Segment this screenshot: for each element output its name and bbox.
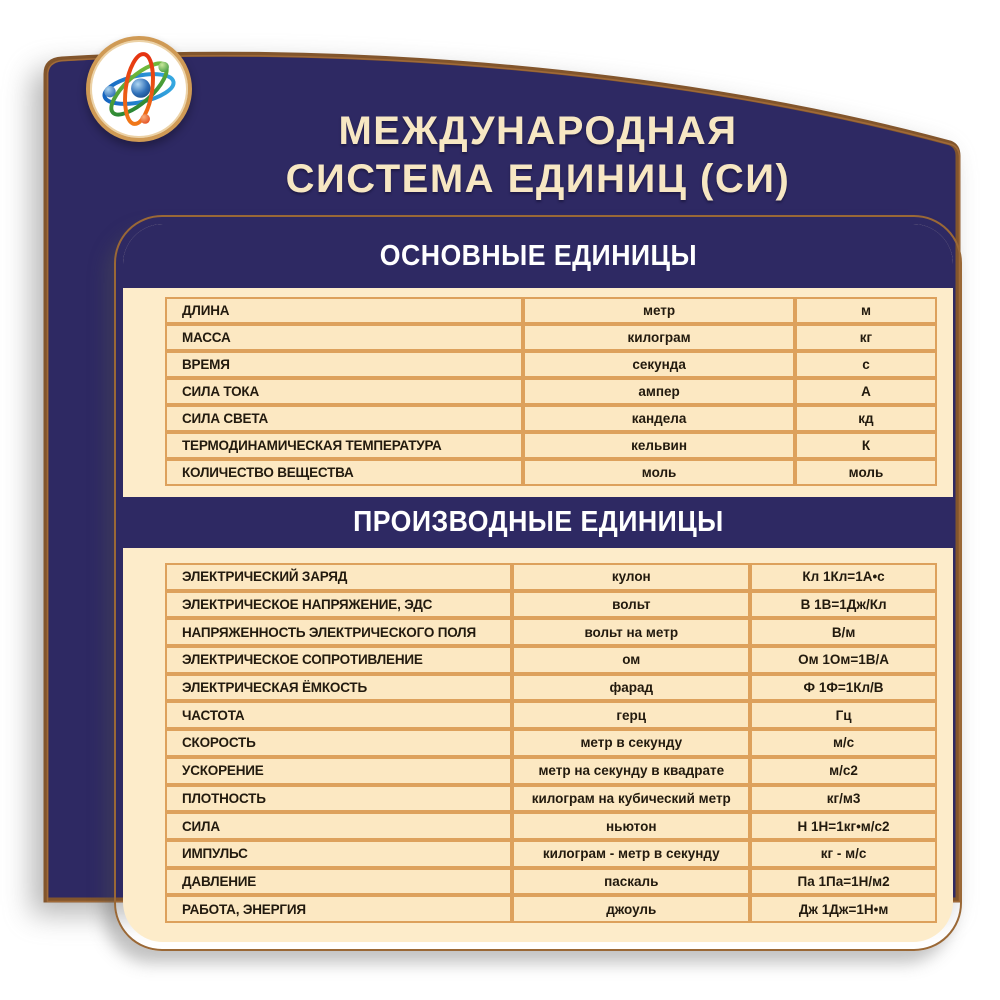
quantity-cell: СКОРОСТЬ [165, 729, 512, 757]
unit-cell: килограм - метр в секунду [512, 840, 750, 868]
unit-cell: метр [523, 297, 795, 324]
symbol-cell: кд [795, 405, 937, 432]
quantity-cell: ЧАСТОТА [165, 701, 512, 729]
symbol-cell: м [795, 297, 937, 324]
symbol-cell: с [795, 351, 937, 378]
unit-cell: фарад [512, 674, 750, 702]
quantity-cell: ИМПУЛЬС [165, 840, 512, 868]
symbol-cell: В 1В=1Дж/Кл [750, 591, 937, 619]
symbol-cell: м/с2 [750, 757, 937, 785]
base-units-header: ОСНОВНЫЕ ЕДИНИЦЫ [379, 239, 697, 272]
symbol-cell: К [795, 432, 937, 459]
unit-cell: ом [512, 646, 750, 674]
symbol-cell: кг [795, 324, 937, 351]
quantity-cell: ЭЛЕКТРИЧЕСКИЙ ЗАРЯД [165, 563, 512, 591]
symbol-cell: Па 1Па=1Н/м2 [750, 868, 937, 896]
units-panel [123, 224, 953, 942]
unit-cell: ампер [523, 378, 795, 405]
symbol-cell: Ом 1Ом=1В/А [750, 646, 937, 674]
quantity-cell: МАССА [165, 324, 523, 351]
poster-title-line1: МЕЖДУНАРОДНАЯ [338, 109, 738, 153]
unit-cell: герц [512, 701, 750, 729]
unit-cell: моль [523, 459, 795, 486]
symbol-cell: кг/м3 [750, 785, 937, 813]
derived-units-header: ПРОИЗВОДНЫЕ ЕДИНИЦЫ [352, 506, 724, 538]
base-units-table [165, 297, 937, 486]
quantity-cell: РАБОТА, ЭНЕРГИЯ [165, 895, 512, 923]
quantity-cell: ЭЛЕКТРИЧЕСКОЕ СОПРОТИВЛЕНИЕ [165, 646, 512, 674]
quantity-cell: УСКОРЕНИЕ [165, 757, 512, 785]
symbol-cell: А [795, 378, 937, 405]
unit-cell: метр в секунду [512, 729, 750, 757]
unit-cell: кельвин [523, 432, 795, 459]
unit-cell: килограм на кубический метр [512, 785, 750, 813]
quantity-cell: ПЛОТНОСТЬ [165, 785, 512, 813]
base-units-header-band [123, 224, 953, 288]
symbol-cell: В/м [750, 618, 937, 646]
quantity-cell: ТЕРМОДИНАМИЧЕСКАЯ ТЕМПЕРАТУРА [165, 432, 523, 459]
symbol-cell: м/с [750, 729, 937, 757]
unit-cell: вольт на метр [512, 618, 750, 646]
unit-cell: паскаль [512, 868, 750, 896]
quantity-cell: КОЛИЧЕСТВО ВЕЩЕСТВА [165, 459, 523, 486]
poster-title-line2: СИСТЕМА ЕДИНИЦ (СИ) [285, 157, 791, 201]
unit-cell: ньютон [512, 812, 750, 840]
symbol-cell: Ф 1Ф=1Кл/В [750, 674, 937, 702]
quantity-cell: ДЛИНА [165, 297, 523, 324]
quantity-cell: ВРЕМЯ [165, 351, 523, 378]
unit-cell: кандела [523, 405, 795, 432]
unit-cell: килограм [523, 324, 795, 351]
poster-title [114, 107, 962, 203]
unit-cell: кулон [512, 563, 750, 591]
symbol-cell: Гц [750, 701, 937, 729]
logo-badge [86, 36, 192, 142]
quantity-cell: СИЛА [165, 812, 512, 840]
unit-cell: метр на секунду в квадрате [512, 757, 750, 785]
unit-cell: секунда [523, 351, 795, 378]
symbol-cell: Кл 1Кл=1А•с [750, 563, 937, 591]
quantity-cell: ЭЛЕКТРИЧЕСКОЕ НАПРЯЖЕНИЕ, ЭДС [165, 591, 512, 619]
quantity-cell: ДАВЛЕНИЕ [165, 868, 512, 896]
symbol-cell: кг - м/с [750, 840, 937, 868]
atom-icon [95, 45, 183, 133]
unit-cell: вольт [512, 591, 750, 619]
quantity-cell: СИЛА ТОКА [165, 378, 523, 405]
symbol-cell: Н 1Н=1кг•м/с2 [750, 812, 937, 840]
symbol-cell: Дж 1Дж=1Н•м [750, 895, 937, 923]
units-panel-frame [114, 215, 962, 951]
quantity-cell: НАПРЯЖЕННОСТЬ ЭЛЕКТРИЧЕСКОГО ПОЛЯ [165, 618, 512, 646]
symbol-cell: моль [795, 459, 937, 486]
quantity-cell: СИЛА СВЕТА [165, 405, 523, 432]
derived-units-header-band [123, 497, 953, 548]
derived-units-table [165, 563, 937, 923]
quantity-cell: ЭЛЕКТРИЧЕСКАЯ ЁМКОСТЬ [165, 674, 512, 702]
unit-cell: джоуль [512, 895, 750, 923]
